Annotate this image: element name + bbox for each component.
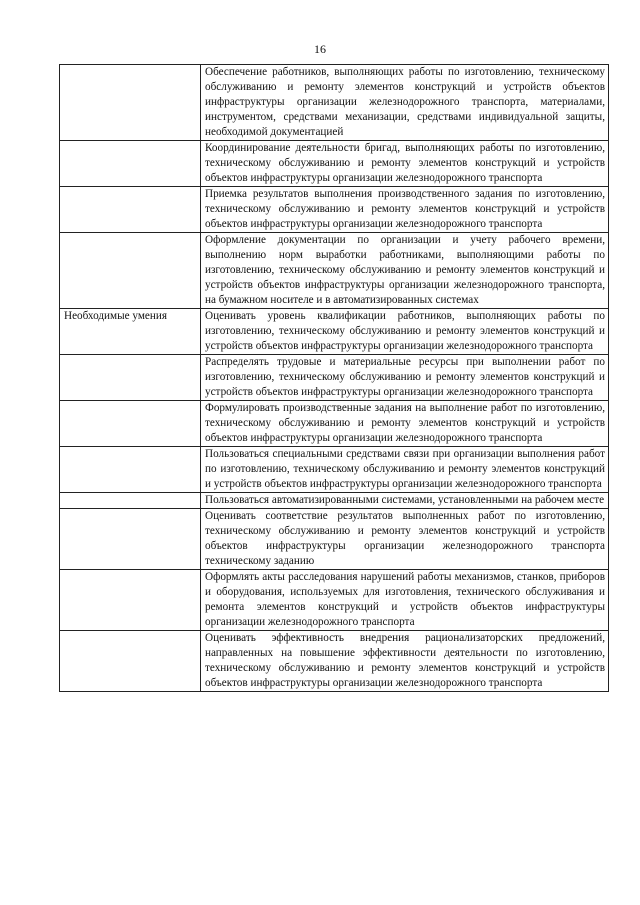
row-text-cell: Оформлять акты расследования нарушений работы механизмов, станков, приборов и оборудования, используемых для изготовления, технического обслуживания и ремонта элементов конструкций и устройств объектов инфраструктуры организации железнодорожного транспорта [201,570,609,631]
row-text-cell: Обеспечение работников, выполняющих работы по изготовлению, техническому обслуживанию и ремонту элементов конструкций и устройств объектов инфраструктуры организации железнодорожного транспорта, материалами, инструментом, средствами механизации, средствами индивидуальной защиты, необходимой документацией [201,65,609,141]
row-text-cell: Приемка результатов выполнения производственного задания по изготовлению, техническому обслуживанию и ремонту элементов конструкций и устройств объектов инфраструктуры организации железнодорожного транспорта [201,187,609,233]
row-label-cell [60,631,201,692]
row-label-cell [60,447,201,493]
row-label-cell [60,509,201,570]
table-row [60,509,609,570]
table-row [60,233,609,309]
row-text-cell: Оформление документации по организации и учету рабочего времени, выполнению норм выработки работниками, выполняющими работы по изготовлению, техническому обслуживанию и ремонту элементов конструкций и устройств объектов инфраструктуры организации железнодорожного транспорта, на бумажном носителе и в автоматизированных системах [201,233,609,309]
row-label-cell [60,401,201,447]
row-text-cell: Оценивать уровень квалификации работников, выполняющих работы по изготовлению, техническому обслуживанию и ремонту элементов конструкций и устройств объектов инфраструктуры организации железнодорожного транспорта [201,309,609,355]
table-row [60,493,609,509]
table-row [60,447,609,493]
row-label-cell [60,187,201,233]
row-label-cell [60,65,201,141]
page-number: 16 [314,42,326,56]
row-text-cell: Оценивать эффективность внедрения рационализаторских предложений, направленных на повышение эффективности деятельности по изготовлению, техническому обслуживанию и ремонту элементов конструкций и устройств объектов инфраструктуры организации железнодорожного транспорта [201,631,609,692]
row-text-cell: Оценивать соответствие результатов выполненных работ по изготовлению, техническому обслуживанию и ремонту элементов конструкций и устройств объектов инфраструктуры организации железнодорожного транспорта техническому заданию [201,509,609,570]
row-text-cell: Распределять трудовые и материальные ресурсы при выполнении работ по изготовлению, техническому обслуживанию и ремонту элементов конструкций и устройств объектов инфраструктуры организации железнодорожного транспорта [201,355,609,401]
row-label-cell [60,493,201,509]
row-text-cell: Координирование деятельности бригад, выполняющих работы по изготовлению, техническому обслуживанию и ремонту элементов конструкций и устройств объектов инфраструктуры организации железнодорожного транспорта [201,141,609,187]
row-label-cell [60,233,201,309]
table-row [60,141,609,187]
row-text-cell: Пользоваться специальными средствами связи при организации выполнения работ по изготовлению, техническому обслуживанию и ремонту элементов конструкций и устройств объектов инфраструктуры организации железнодорожного транспорта [201,447,609,493]
row-label-cell: Необходимые умения [60,309,201,355]
table-row [60,355,609,401]
row-text-cell: Пользоваться автоматизированными системами, установленными на рабочем месте [201,493,609,509]
table-row [60,401,609,447]
row-text-cell: Формулировать производственные задания на выполнение работ по изготовлению, техническому обслуживанию и ремонту элементов конструкций и устройств объектов инфраструктуры организации железнодорожного транспорта [201,401,609,447]
row-label-cell [60,355,201,401]
row-label-cell [60,141,201,187]
table-row [60,309,609,355]
row-label-cell [60,570,201,631]
table-row [60,65,609,141]
table-row [60,187,609,233]
requirements-table [59,64,609,692]
table-row [60,631,609,692]
table-row [60,570,609,631]
